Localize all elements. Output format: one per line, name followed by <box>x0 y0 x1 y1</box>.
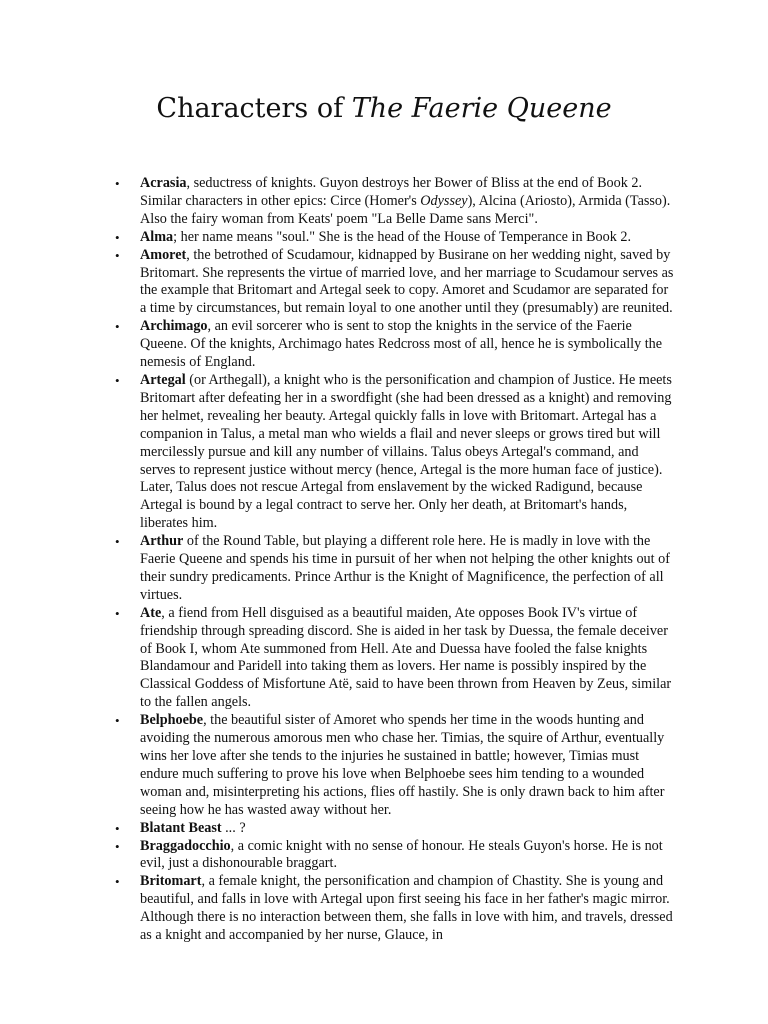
character-list <box>0 175 674 945</box>
page-title <box>0 93 768 124</box>
list-item: • Britomart, a female knight, the personification and champion of Chastity. She is young and beautiful, and falls in love with Artegal upon first seeing his face in her father's magic mirror. Although there is no interaction between them, she falls in love with him, and travels, dressed as a knight and accompanied by her nurse, Glauce, in <box>115 873 673 944</box>
character-name: Alma <box>140 228 174 245</box>
bullet-icon: • <box>115 838 120 854</box>
list-item: • Amoret, the betrothed of Scudamour, kidnapped by Busirane on her wedding night, saved by Britomart. She represents the virtue of married love, and her marriage to Scudamour serves as the example that Britomart and Artegal seek to copy. Amoret and Scudamor are separated for a time by circumstances, but remain loyal to one another until they (presumably) are reunited. <box>115 246 674 317</box>
list-item: • Belphoebe, the beautiful sister of Amoret who spends her time in the woods hunting and avoiding the numerous amorous men who chase her. Timias, the squire of Arthur, eventually wins her love after she tends to the injuries he sustained in battle; however, Timias must endure much suffering to prove his love when Belphoebe sees him tending to a wounded woman and, misinterpreting his actions, flies off hastily. She is only drawn back to him after seeing how he has wasted away without her. <box>115 712 665 818</box>
bullet-icon: • <box>115 534 120 550</box>
character-name: Belphoebe <box>140 712 204 729</box>
bullet-icon: • <box>115 820 120 836</box>
character-name: Braggadocchio <box>140 837 231 854</box>
character-name: Acrasia <box>140 175 187 191</box>
bullet-icon: • <box>115 605 120 621</box>
list-item: • Ate, a fiend from Hell disguised as a beautiful maiden, Ate opposes Book IV's virtue of friendship through spreading discord. She is aided in her task by Duessa, the female deceiver of Book I, whom Ate summoned from Hell. Ate and Duessa have fooled the false knights Blandamour and Paridell into taking them as lovers. Her name is possibly inspired by the Classical Goddess of Misfortune Atë, said to have been thrown from Heaven by Zeus, similar to the fallen angels. <box>115 604 672 711</box>
list-item: • Braggadocchio, a comic knight with no sense of honour. He steals Guyon's horse. He is not evil, just a dishonourable braggart. <box>115 837 663 872</box>
character-name: Britomart <box>140 873 202 890</box>
bullet-icon: • <box>115 247 120 263</box>
title-italic: The Faerie Queene <box>351 93 612 124</box>
character-name: Artegal <box>140 371 186 388</box>
character-name: Blatant Beast <box>140 819 222 836</box>
character-name: Arthur <box>140 533 184 550</box>
list-item: • Blatant Beast ... ? <box>115 819 246 836</box>
bullet-icon: • <box>115 713 120 729</box>
list-item: • Arthur of the Round Table, but playing a different role here. He is madly in love with the Faerie Queene and spends his time in pursuit of her when not helping the other knights out of their sundry predicaments. Prince Arthur is the Knight of Magnificence, the perfection of all virtues. <box>115 533 670 603</box>
list-item: • Artegal (or Arthegall), a knight who is the personification and champion of Justice. He meets Britomart after defeating her in a swordfight (she had been dressed as a knight) and removing her helmet, revealing her beauty. Artegal quickly falls in love with Britomart. Artegal has a companion in Talus, a metal man who wields a flail and never sleeps or grows tired but will mercilessly pursue and kill any number of villains. Talus obeys Artegal's command, and serves to represent justice without mercy (hence, Artegal is the more human face of justice). Later, Talus does not rescue Artegal from enslavement by the wicked Radigund, because Artegal is bound by a legal contract to serve her. Only her death, at Britomart's hands, liberates him. <box>115 371 672 532</box>
list-item: • Alma; her name means "soul." She is the head of the House of Temperance in Book 2. <box>115 228 632 245</box>
bullet-icon: • <box>115 229 120 245</box>
character-name: Archimago <box>140 318 208 335</box>
list-item: • Archimago, an evil sorcerer who is sent to stop the knights in the service of the Faerie Queene. Of the knights, Archimago hates Redcross most of all, hence he is symbolically the nemesis of England. <box>115 318 663 371</box>
list-item: • Acrasia, seductress of knights. Guyon destroys her Bower of Bliss at the end of Book 2. Similar characters in other epics: Circe (Homer's Odyssey), Alcina (Ariosto), Armida (Tasso). Also the fairy woman from Keats' poem "La Belle Dame sans Merci". <box>115 175 671 227</box>
bullet-icon: • <box>115 319 120 335</box>
character-name: Amoret <box>140 246 187 263</box>
bullet-icon: • <box>115 372 120 388</box>
bullet-icon: • <box>115 874 120 890</box>
title-prefix: Characters of <box>156 93 352 124</box>
character-name: Ate <box>140 604 162 621</box>
bullet-icon: • <box>115 176 120 191</box>
